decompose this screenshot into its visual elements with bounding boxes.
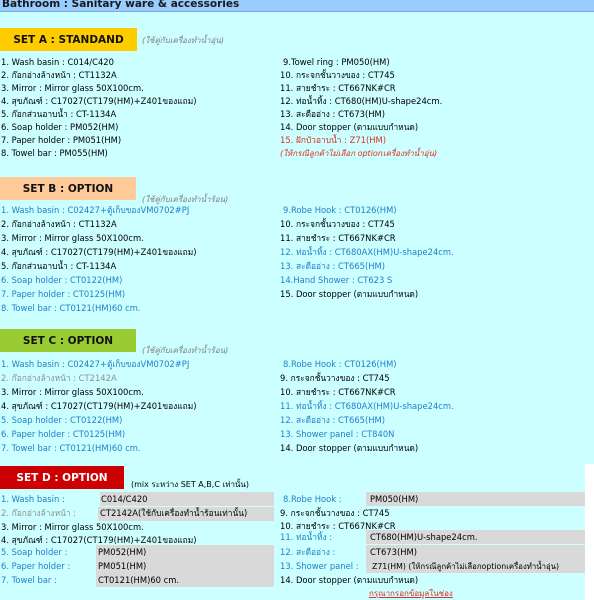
set-d-item-value: C014/C420 — [101, 494, 148, 504]
set-d-item-value: CT680(HM)U-shape24cm. — [370, 532, 478, 542]
set-d-item-label: 9. กระจกชั้นวางของ : CT745 — [280, 508, 390, 518]
set-c-item: 4. สุขภัณฑ์ : C17027(CT179(HM)+Z401ของแถม) — [1, 401, 197, 411]
set-d-item-value: CT2142A(ใช้กับเครื่องทำน้ำร้อนเท่านั้น) — [100, 508, 248, 518]
set-a-item: 13. สะดืออ่าง : CT673(HM) — [280, 109, 386, 119]
set-d-item-label: 7. Towel bar : — [1, 575, 57, 585]
set-a-item: 7. Paper holder : PM051(HM) — [1, 135, 122, 145]
set-a-item: 2. ก๊อกอ่างล้างหน้า : CT1132A — [1, 70, 117, 80]
title-bar — [0, 0, 594, 12]
set-b-item: 12. ท่อน้ำทิ้ง : CT680AX(HM)U-shape24cm. — [280, 247, 454, 257]
set-c-item: 1. Wash basin : C02427+ตู้เก็บของVM0702#PJ — [1, 359, 190, 369]
set-c-item: 12. สะดืออ่าง : CT665(HM) — [280, 415, 386, 425]
set-d-item-label: 3. Mirror : Mirror glass 50X100cm. — [1, 522, 144, 532]
set-d-item-value: Z71(HM) (ให้กรณีลูกค้าไม่เลือกoptionเครื่องทำน้ำอุ่น) — [372, 562, 560, 571]
set-c-item: 10. สายชำระ : CT667NK#CR — [280, 387, 396, 397]
set-a-note: (ใช้คู่กับเครื่องทำน้ำอุ่น) — [142, 36, 224, 45]
set-c-item: 6. Paper holder : CT0125(HM) — [1, 429, 126, 439]
set-d-item-label: 2. ก๊อกอ่างล้างหน้า : — [1, 508, 77, 518]
set-a-item: 4. สุขภัณฑ์ : C17027(CT179(HM)+Z401ของแถม) — [1, 96, 197, 106]
set-c-item: 5. Soap holder : CT0122(HM) — [1, 415, 123, 425]
set-d-item-label: 4. สุขภัณฑ์ : C17027(CT179(HM)+Z401ของแถม) — [1, 535, 197, 545]
set-b-item: 4. สุขภัณฑ์ : C17027(CT179(HM)+Z401ของแถม) — [1, 247, 197, 257]
set-d-item-label: 14. Door stopper (ตามแบบกำหนด) — [280, 575, 419, 585]
set-d-item-label: 1. Wash basin : — [1, 494, 65, 504]
set-d-item-label: 10. สายชำระ : CT667NK#CR — [280, 521, 396, 531]
set-a-item: 10. กระจกชั้นวางของ : CT745 — [280, 70, 395, 80]
set-b-item: 15. Door stopper (ตามแบบกำหนด) — [280, 289, 419, 299]
set-c-item: 9. กระจกชั้นวางของ : CT745 — [280, 373, 390, 383]
set-d-item-label: 12. สะดืออ่าง : — [280, 547, 336, 557]
set-b-item: 14.Hand Shower : CT623 S — [280, 275, 393, 285]
set-d-item-label: 13. Shower panel : — [280, 561, 359, 571]
set-a-item: 5. ก๊อกส่วนอาบน้ำ : CT-1134A — [1, 109, 117, 119]
set-a-item: 9.Towel ring : PM050(HM) — [283, 57, 390, 67]
set-a-header: SET A : STANDAND — [0, 28, 137, 51]
set-d-item-label: 8.Robe Hook : — [283, 494, 342, 504]
set-c-note: (ใช้คู่กับเครื่องทำน้ำร้อน) — [142, 346, 229, 355]
set-d-item-label: 5. Soap holder : — [1, 547, 68, 557]
set-b-item: 5. ก๊อกส่วนอาบน้ำ : CT-1134A — [1, 261, 117, 271]
set-c-item: 13. Shower panel : CT840N — [280, 429, 395, 439]
set-b-item: 2. ก๊อกอ่างล้างหน้า : CT1132A — [1, 219, 117, 229]
set-b-item: 10. กระจกชั้นวางของ : CT745 — [280, 219, 395, 229]
set-b-item: 6. Soap holder : CT0122(HM) — [1, 275, 123, 285]
set-d-item-value: PM052(HM) — [98, 547, 147, 557]
set-b-item: 11. สายชำระ : CT667NK#CR — [280, 233, 396, 243]
set-c-item: 14. Door stopper (ตามแบบกำหนด) — [280, 443, 419, 453]
set-a-footnote: (ให้กรณีลูกค้าไม่เลือก optionเครื่องทำน้ำอุ่น) — [280, 149, 438, 158]
set-b-item: 7. Paper holder : CT0125(HM) — [1, 289, 126, 299]
set-b-item: 1. Wash basin : C02427+ตู้เก็บของVM0702#PJ — [1, 205, 190, 215]
set-b-item: 8. Towel bar : CT0121(HM)60 cm. — [1, 303, 141, 313]
set-c-item: 8.Robe Hook : CT0126(HM) — [283, 359, 397, 369]
set-d-item-value: CT673(HM) — [370, 547, 418, 557]
set-b-item: 3. Mirror : Mirror glass 50X100cm. — [1, 233, 144, 243]
right-margin — [585, 464, 594, 600]
set-a-item: 8. Towel bar : PM055(HM) — [1, 148, 108, 158]
set-a-item: 6. Soap holder : PM052(HM) — [1, 122, 119, 132]
set-d-item-label: 6. Paper holder : — [1, 561, 71, 571]
set-d-note: (mix ระหว่าง SET A,B,C เท่านั้น) — [131, 480, 250, 489]
set-d-item-value: PM051(HM) — [98, 561, 147, 571]
set-a-item: 15. ฝักบัวอาบน้ำ : Z71(HM) — [280, 135, 387, 145]
set-c-item: 3. Mirror : Mirror glass 50X100cm. — [1, 387, 144, 397]
set-a-item: 11. สายชำระ : CT667NK#CR — [280, 83, 396, 93]
set-b-note: (ใช้คู่กับเครื่องทำน้ำร้อน) — [142, 195, 229, 204]
set-c-item: 7. Towel bar : CT0121(HM)60 cm. — [1, 443, 141, 453]
set-b-item: 9.Robe Hook : CT0126(HM) — [283, 205, 397, 215]
set-d-item-value: PM050(HM) — [370, 494, 419, 504]
footer-instruction: กรุณากรอกข้อมูลในช่อง — [369, 589, 453, 598]
set-d-header: SET D : OPTION — [0, 466, 124, 489]
set-c-item: 2. ก๊อกอ่างล้างหน้า : CT2142A — [1, 373, 117, 383]
set-c-header: SET C : OPTION — [0, 329, 136, 352]
set-a-item: 12. ท่อน้ำทิ้ง : CT680(HM)U-shape24cm. — [280, 96, 443, 106]
set-b-header: SET B : OPTION — [0, 177, 136, 200]
set-a-item: 14. Door stopper (ตามแบบกำหนด) — [280, 122, 419, 132]
set-c-item: 11. ท่อน้ำทิ้ง : CT680AX(HM)U-shape24cm. — [280, 401, 454, 411]
set-d-item-value: CT0121(HM)60 cm. — [98, 575, 180, 585]
set-b-item: 13. สะดืออ่าง : CT665(HM) — [280, 261, 386, 271]
set-a-item: 3. Mirror : Mirror glass 50X100cm. — [1, 83, 144, 93]
set-a-item: 1. Wash basin : C014/C420 — [1, 57, 114, 67]
page-title: Bathroom : Sanitary ware & accessories — [2, 0, 240, 10]
set-d-item-label: 11. ท่อน้ำทิ้ง : — [280, 532, 333, 542]
